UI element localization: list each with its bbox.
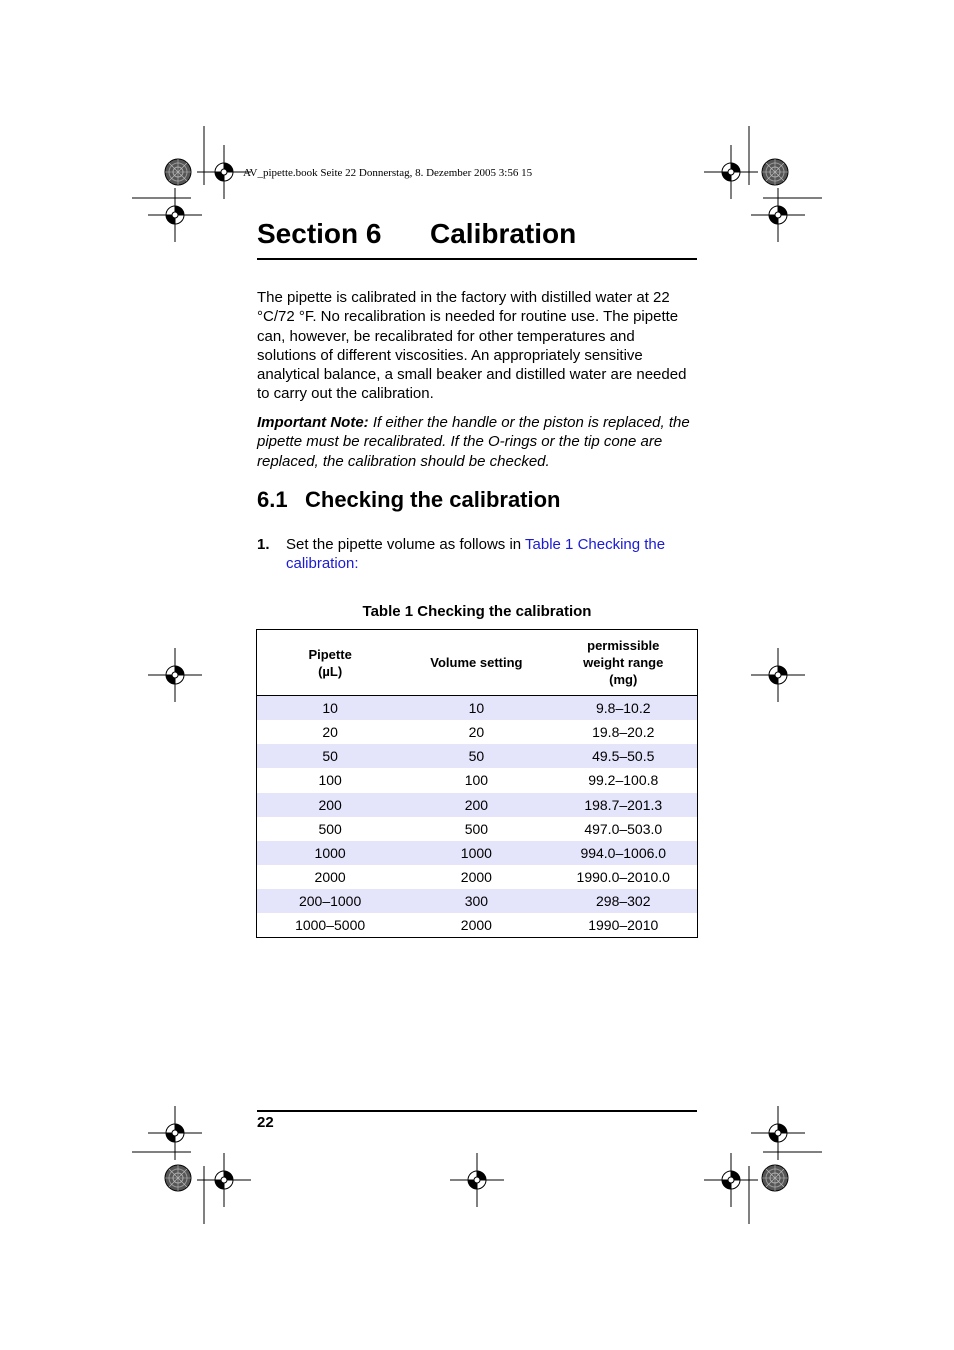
print-slug: AV_pipette.book Seite 22 Donnerstag, 8. Dezember 2005 3:56 15 [243, 167, 533, 179]
footer-rule [257, 1110, 697, 1112]
important-note-text: If either the handle or the piston is replaced, the pipette must be recalibrated. If the O-rings or the tip cone are replaced, the calibration should be checked. [257, 414, 690, 470]
cell-weight-range: 1990–2010 [588, 917, 659, 934]
cell-weight-range: 9.8–10.2 [550, 696, 698, 721]
intro-paragraph: The pipette is calibrated in the factory with distilled water at 22 °C/72 °F. No recalibration is needed for routine use. The pipette can, however, be recalibrated for other temperatures and solutions of different viscosities. An appropriately sensitive analytical balance, a small beaker and distilled water are needed to carry out the calibration. [257, 289, 687, 403]
cell-volume-setting: 20 [468, 724, 485, 741]
cell-pipette: 1000–5000 [295, 917, 366, 934]
page-number: 22 [257, 1114, 274, 1131]
header-volume-setting [403, 630, 549, 696]
cell-weight-range: 1990.0–2010.0 [576, 869, 670, 886]
subsection-title: Checking the calibration [305, 487, 561, 512]
cell-pipette: 200–1000 [257, 889, 404, 913]
header-weight-line1: permissible [587, 638, 660, 653]
cell-pipette: 2000 [314, 869, 346, 886]
cell-pipette: 100 [318, 772, 342, 789]
section-heading [257, 214, 697, 260]
table-row [257, 768, 698, 792]
important-note-label: Important Note: [257, 414, 369, 431]
header-pipette-line1: Pipette [308, 646, 352, 662]
cell-pipette: 50 [257, 744, 404, 768]
header-weight-line2: weight range [583, 655, 664, 670]
table-link[interactable]: Table 1 Checking the calibration [286, 536, 666, 573]
cell-volume-setting: 1000 [403, 841, 549, 865]
cell-volume-setting: 50 [403, 744, 549, 768]
cell-volume-setting: 10 [403, 696, 549, 721]
cell-pipette: 10 [257, 696, 404, 721]
header-pipette-line2: (µL) [318, 663, 343, 679]
cell-volume-setting: 2000 [460, 869, 492, 886]
header-weight-range [550, 630, 698, 696]
header-pipette [257, 630, 404, 696]
cell-weight-range: 99.2–100.8 [588, 772, 659, 789]
header-weight-line3: (mg) [609, 672, 638, 687]
step-number: 1. [257, 536, 270, 553]
table-header-row [257, 630, 698, 696]
cell-volume-setting: 100 [464, 772, 489, 789]
table-row [257, 817, 698, 841]
cell-weight-range: 198.7–201.3 [550, 793, 698, 817]
step-item [257, 535, 697, 574]
cell-weight-range: 994.0–1006.0 [550, 841, 698, 865]
cell-weight-range: 298–302 [550, 889, 698, 913]
table-row [257, 889, 698, 913]
cell-pipette: 200 [257, 793, 404, 817]
table-row [257, 865, 698, 889]
section-title: Calibration [430, 218, 577, 249]
cell-pipette: 500 [318, 820, 342, 837]
cell-volume-setting: 300 [403, 889, 549, 913]
step-text-after: : [354, 555, 359, 573]
table-row [257, 913, 698, 938]
table-caption: Table 1 Checking the calibration [362, 603, 592, 620]
cell-weight-range: 497.0–503.0 [584, 820, 663, 837]
subsection-heading [257, 487, 561, 513]
table-row [257, 720, 698, 744]
cell-volume-setting: 500 [464, 820, 489, 837]
cell-weight-range: 49.5–50.5 [550, 744, 698, 768]
section-number: Section 6 [257, 218, 382, 249]
step-text [286, 535, 697, 574]
important-note [257, 413, 697, 471]
cell-pipette: 1000 [257, 841, 404, 865]
header-volume-line1: Volume setting [430, 655, 523, 670]
cell-volume-setting: 2000 [460, 917, 492, 934]
table-row [257, 744, 698, 768]
table-row [257, 696, 698, 721]
cell-weight-range: 19.8–20.2 [592, 724, 655, 741]
table-row [257, 841, 698, 865]
step-text-before: Set the pipette volume as follows in [286, 536, 526, 553]
table-row [257, 793, 698, 817]
cell-pipette: 20 [322, 724, 338, 741]
subsection-number: 6.1 [257, 487, 288, 512]
cell-volume-setting: 200 [403, 793, 549, 817]
calibration-table [256, 629, 698, 938]
